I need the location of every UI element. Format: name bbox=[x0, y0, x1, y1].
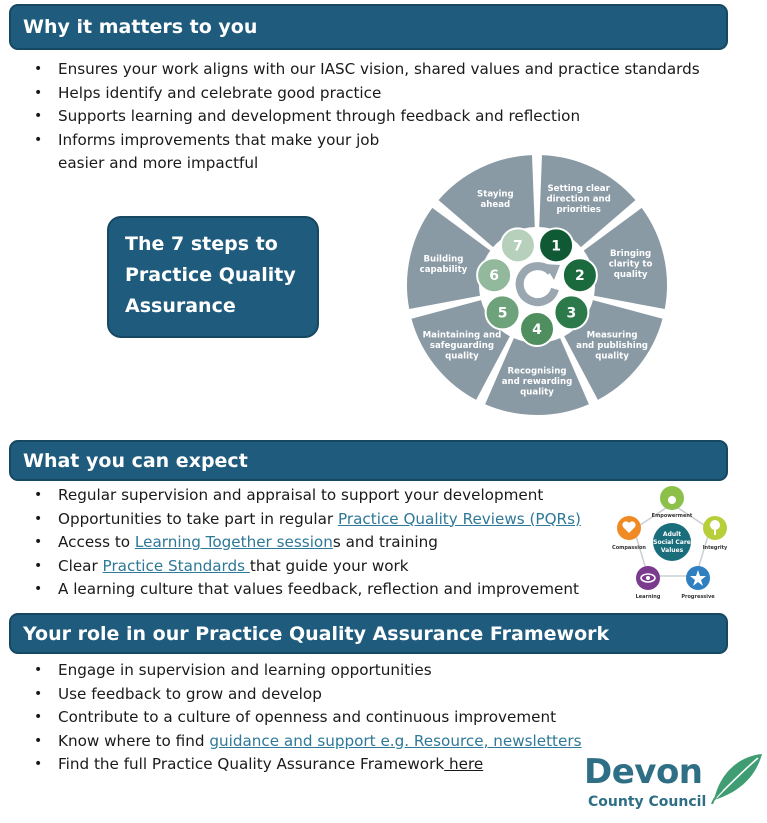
wheel-step-label: ahead bbox=[480, 199, 511, 210]
framework-here-link[interactable]: here bbox=[444, 755, 484, 773]
wheel-step-label: capability bbox=[419, 264, 468, 275]
list-item bbox=[34, 531, 581, 555]
section-heading-text: Why it matters to you bbox=[23, 16, 258, 38]
wheel-step-label: clarity to bbox=[608, 259, 653, 270]
wheel-step-label: Building bbox=[423, 254, 464, 265]
list-item bbox=[34, 555, 581, 579]
wheel-step-label: quality bbox=[613, 270, 648, 281]
devon-county-council-logo bbox=[584, 752, 762, 818]
wheel-step-label: Staying bbox=[477, 189, 514, 200]
wheel-step-label: priorities bbox=[556, 205, 601, 216]
section-heading-text: What you can expect bbox=[23, 449, 248, 472]
section-heading-why-it-matters bbox=[9, 4, 728, 50]
callout-line: Practice Quality bbox=[125, 264, 296, 286]
section-heading-your-role bbox=[9, 613, 728, 654]
guidance-support-link[interactable]: guidance and support e.g. Resource, newsletters bbox=[209, 731, 582, 750]
sun-glyph bbox=[668, 496, 676, 504]
wheel-step-number: 5 bbox=[497, 305, 508, 322]
wheel-step-label: direction and bbox=[546, 194, 611, 205]
pqr-link[interactable]: Practice Quality Reviews (PQRs) bbox=[337, 509, 581, 528]
wheel-step-label: Recognising bbox=[507, 366, 567, 377]
list-item: • Engage in supervision and learning opportunities bbox=[34, 659, 582, 683]
list-item: • Contribute to a culture of openness and continuous improvement bbox=[34, 706, 582, 730]
list-item: • Ensures your work aligns with our IASC vision, shared values and practice standards bbox=[34, 58, 700, 82]
cycle-arrow-icon bbox=[520, 264, 560, 302]
list-item: • Use feedback to grow and develop bbox=[34, 683, 582, 707]
tree-trunk-glyph bbox=[714, 529, 716, 535]
learning-together-link[interactable]: Learning Together session bbox=[134, 533, 333, 551]
what-you-can-expect-list bbox=[34, 484, 581, 602]
tree-glyph bbox=[710, 520, 720, 530]
list-item: • Informs improvements that make your job easier and more impactful bbox=[34, 129, 384, 176]
list-item: • A learning culture that values feedback, reflection and improvement bbox=[34, 578, 581, 602]
callout-line: Assurance bbox=[125, 295, 236, 317]
wheel-step-label: quality bbox=[445, 351, 479, 362]
value-label-compassion: Compassion bbox=[612, 545, 646, 551]
value-label-empowerment: Empowerment bbox=[651, 513, 693, 519]
adult-social-care-values-graphic bbox=[612, 484, 732, 604]
list-item-text: Find the full Practice Quality Assurance Framework bbox=[58, 755, 445, 773]
wheel-step-number: 1 bbox=[551, 238, 561, 255]
wheel-step-label: Measuring bbox=[586, 330, 638, 341]
list-item: • Helps identify and celebrate good practice bbox=[34, 82, 700, 106]
list-item: • Regular supervision and appraisal to support your development bbox=[34, 484, 581, 508]
list-item bbox=[34, 508, 581, 532]
wheel-step-number: 7 bbox=[513, 238, 523, 255]
list-item-text: Opportunities to take part in regular bbox=[58, 509, 338, 528]
value-label-learning: Learning bbox=[635, 594, 661, 600]
wheel-step-number: 2 bbox=[575, 268, 585, 285]
values-center-text: Values bbox=[660, 547, 684, 554]
eye-pupil-glyph bbox=[646, 576, 650, 580]
list-item-text: Access to bbox=[58, 533, 135, 551]
list-item-text: Clear bbox=[58, 556, 103, 575]
list-item: • Supports learning and development through feedback and reflection bbox=[34, 105, 700, 129]
seven-steps-wheel bbox=[404, 152, 670, 418]
wheel-step-label: and rewarding bbox=[501, 377, 573, 387]
wheel-step-number: 3 bbox=[566, 305, 577, 322]
list-item bbox=[34, 730, 582, 754]
seven-steps-callout bbox=[107, 216, 319, 338]
callout-line: The 7 steps to bbox=[125, 233, 278, 255]
wheel-step-number: 4 bbox=[532, 322, 542, 338]
values-center-text: Adult bbox=[662, 531, 682, 538]
wheel-step-number: 6 bbox=[489, 268, 499, 285]
wheel-step-label: quality bbox=[595, 351, 629, 362]
wheel-step-label: Setting clear bbox=[547, 184, 610, 195]
logo-subtitle: County Council bbox=[588, 794, 707, 810]
list-item-text: s and training bbox=[332, 533, 438, 551]
section-heading-text: Your role in our Practice Quality Assurance Framework bbox=[23, 622, 610, 645]
leaf-icon bbox=[710, 752, 764, 804]
list-item-text: that guide your work bbox=[249, 556, 409, 575]
wheel-step-label: quality bbox=[520, 387, 554, 398]
value-label-progressive: Progressive bbox=[681, 594, 715, 600]
wheel-step-label: Bringing bbox=[609, 249, 652, 260]
logo-wordmark: Devon bbox=[584, 752, 703, 792]
your-role-list bbox=[34, 659, 582, 777]
practice-standards-link[interactable]: Practice Standards bbox=[102, 556, 250, 575]
list-item bbox=[34, 753, 582, 777]
wheel-step-label: and publishing bbox=[576, 340, 648, 351]
list-item-text: Know where to find bbox=[58, 731, 210, 750]
wheel-step-label: Maintaining and bbox=[422, 330, 502, 341]
section-heading-what-you-can-expect bbox=[9, 440, 728, 481]
value-label-integrity: Integrity bbox=[702, 545, 728, 551]
wheel-step-label: safeguarding bbox=[429, 340, 495, 351]
values-center-text: Social Care bbox=[653, 539, 691, 546]
